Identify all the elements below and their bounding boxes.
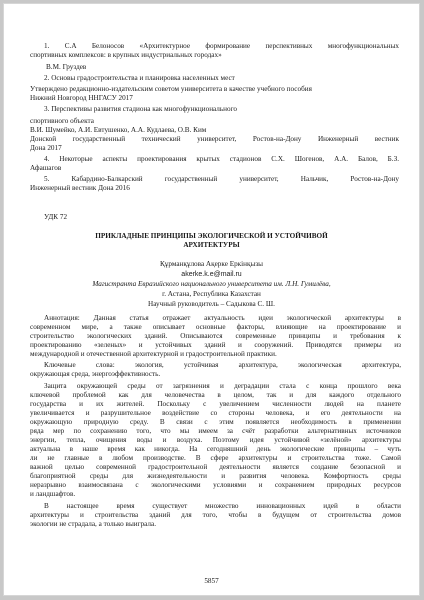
abstract-line: международной и отечественной архитектурной и градостроительной практики. — [30, 350, 277, 358]
keywords-line: окружающая среда, энергоэффективность. — [30, 370, 161, 378]
abstract-line: строительство экологических зданий. Описываются современные принципы и требования к — [30, 332, 401, 340]
reference-line: Дона 2017 — [30, 144, 62, 152]
body-line: актуальна в наше время как никогда. На сегодняшний день экологические принципы – чуть — [30, 445, 401, 453]
reference-line: Донской государственный технический университет, Ростов-на-Дону Инженерный вестник — [30, 135, 399, 143]
reference-line: Инженерный вестник Дона 2016 — [30, 184, 130, 192]
article-title-line-2: АРХИТЕКТУРЫ — [183, 241, 240, 249]
reference-line: 2. Основы градостроительства и планировка населенных мест — [44, 74, 235, 82]
document-page — [3, 3, 420, 596]
reference-line: 5. Кабардино-Балкарский государственный университет, Нальчик, Ростов-на-Дону — [44, 175, 399, 183]
reference-line: Нижний Новгород ННГАСУ 2017 — [30, 94, 133, 102]
supervisor-line: Научный руководитель – Садыкова С. Ш. — [148, 300, 275, 308]
body-line: ряда мер по сохранению того, что мы имеем за счёт разработки альтернативных источников — [30, 427, 401, 435]
body-line: энергии, тепла, очищения воды и воздуха. Поэтому идея устойчивой «зелёной» архитектуры — [30, 436, 401, 444]
reference-line: 4. Некоторые аспекты проектирования крытых стадионов С.Х. Шогенов, А.А. Балов, Б.З. — [44, 155, 399, 163]
body-line: ключевой проблемой как для человечества в целом, так и для каждого отдельного — [30, 391, 401, 399]
abstract-line: современном мире, а также описывает основные факторы, влияющие на проектирование и — [30, 323, 401, 331]
author-email: akerke.k.e@mail.ru — [181, 271, 242, 278]
body-line: Защита окружающей среды от загрязнения и деградации стала с конца прошлого века — [44, 382, 401, 390]
body-line: благоприятной среды для жизнедеятельности и развития человека. Комфортность среды — [30, 472, 401, 480]
body-line: государства и их жителей. Поскольку с увеличением численности людей на планете — [30, 400, 401, 408]
reference-line: 1. С.А Белоносов «Архитектурное формирование перспективных многофункциональных — [44, 42, 399, 50]
abstract-line: проектированию «зеленых» и устойчивых зданий и сооружений. Приводятся примеры из — [30, 341, 401, 349]
body-line: ли не главные в любом производстве. В сфере архитектуры и строительства тоже. Самой — [30, 454, 401, 462]
body-line: важной целью современной градостроительной деятельности является создание безопасной и — [30, 463, 401, 471]
body-line: и ландшафтов. — [30, 490, 76, 498]
keywords-line: Ключевые слова: экология, устойчивая архитектура, экологическая архитектура, — [44, 361, 401, 369]
reference-line: спортивных комплексов: в крупных индустриальных городах» — [30, 51, 222, 59]
body-line: В настоящее время существует множество инновационных идей в области — [44, 502, 401, 510]
affiliation-line: г. Астана, Республика Казахстан — [162, 290, 261, 298]
reference-line: Афашагов — [30, 164, 62, 172]
body-line: увеличивается и разрушительное воздействие со стороны человека, и его деятельности на — [30, 409, 401, 417]
reference-line: спортивного объекта — [30, 117, 94, 125]
body-line: экологии не страдала, а только выиграла. — [30, 520, 156, 528]
reference-line: В.М. Груздев — [46, 63, 87, 71]
article-title-line-1: ПРИКЛАДНЫЕ ПРИНЦИПЫ ЭКОЛОГИЧЕСКОЙ И УСТОЙЧИВОЙ — [95, 232, 328, 240]
body-line: неразрывно взаимосвязана с экологическими условиями и сохранением природных ресурсов — [30, 481, 401, 489]
author-name: Құрманқұлова Ақерке Еркінқызы — [159, 260, 264, 268]
reference-line: В.И. Шумейко, А.И. Евтушенко, А.А. Кудлаева, О.В. Ким — [30, 126, 207, 134]
reference-line: 3. Перспективы развития стадиона как многофункционального — [44, 105, 237, 113]
udk-code: УДК 72 — [44, 213, 68, 221]
page-number: 5857 — [204, 577, 219, 585]
reference-line: Утверждено редакционно-издательским советом университета в качестве учебного пособия — [30, 85, 312, 93]
body-line: архитектуры и строительства зданий для того, чтобы в будущем от строительства домов — [30, 511, 401, 519]
body-line: окружающую природную среду. В связи с этим появляется необходимость в применении — [30, 418, 401, 426]
abstract-line: Аннотация: Данная статья отражает актуальность идеи экологической архитектуры в — [44, 314, 401, 322]
affiliation-line: Магистранта Евразийского национального университета им. Л.Н. Гумилёва, — [92, 280, 331, 288]
